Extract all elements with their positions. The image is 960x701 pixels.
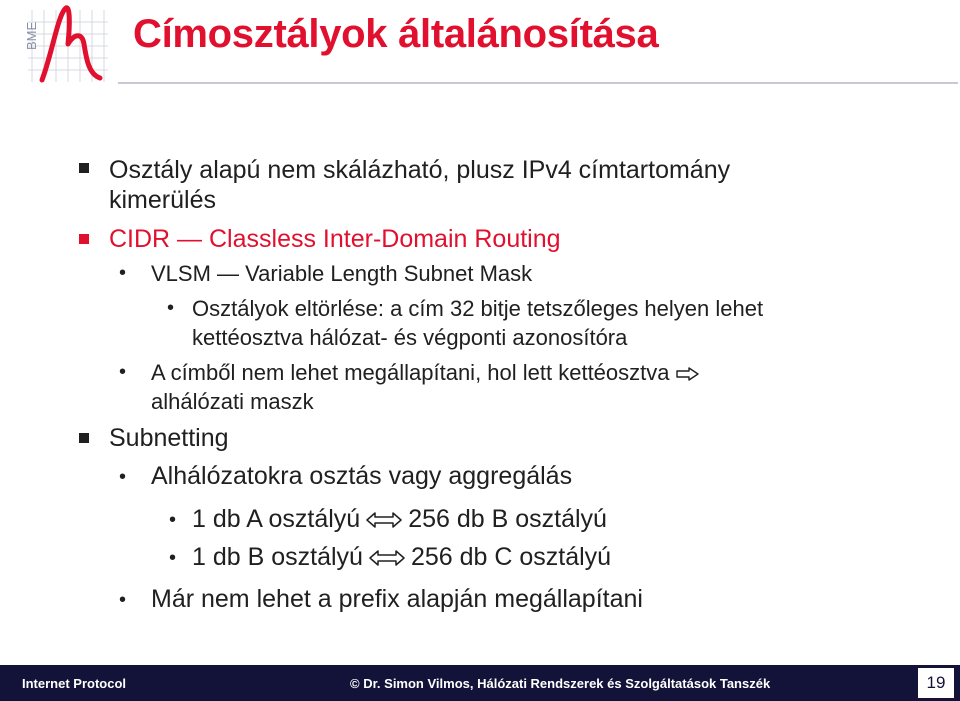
- footer-copyright: © Dr. Simon Vilmos, Hálózati Rendszerek és Szolgáltatások Tanszék: [350, 676, 771, 691]
- round-bullet: •: [119, 361, 127, 383]
- bullet-2-1-1-line-2: kettéosztva hálózat- és végponti azonosítóra: [192, 325, 628, 350]
- bullet-3-1-1-left: 1 db A osztályú: [192, 505, 361, 533]
- bullet-3-1-2: [192, 542, 611, 572]
- bullet-2-2-line-1: [151, 358, 706, 387]
- square-bullet: [79, 433, 89, 443]
- bullet-2-1-1: [192, 294, 763, 352]
- page-number: 19: [918, 668, 954, 698]
- round-bullet: •: [119, 466, 127, 488]
- bullet-2: CIDR — Classless Inter-Domain Routing: [109, 225, 561, 253]
- bullet-3: Subnetting: [109, 424, 229, 452]
- square-bullet: [79, 163, 89, 173]
- bullet-3-1: Alhálózatokra osztás vagy aggregálás: [151, 462, 573, 490]
- bullet-2-2-line-2: alhálózati maszk: [151, 389, 314, 414]
- bullet-3-1-1-right: 256 db B osztályú: [408, 505, 607, 533]
- bullet-3-1-2-left: 1 db B osztályú: [192, 543, 363, 571]
- bullet-1: [109, 155, 730, 215]
- bullet-2-1: VLSM — Variable Length Subnet Mask: [151, 261, 533, 286]
- footer-course-title: Internet Protocol: [22, 676, 127, 691]
- bullet-3-1-1: [192, 504, 607, 534]
- bullet-1-line-1: Osztály alapú nem skálázható, plusz IPv4 címtartomány: [109, 156, 731, 184]
- round-bullet: •: [169, 509, 177, 531]
- left-right-arrow-icon: [369, 549, 405, 567]
- left-right-arrow-icon: [366, 511, 402, 529]
- bullet-1-line-2: kimerülés: [109, 186, 216, 214]
- logo-text: BME: [24, 21, 39, 50]
- bullet-3-1-2-right: 256 db C osztályú: [410, 543, 612, 571]
- round-bullet: •: [119, 262, 127, 284]
- bullet-3-2: Már nem lehet a prefix alapján megállapítani: [151, 585, 643, 613]
- right-arrow-icon: [676, 367, 700, 381]
- page-title: Címosztályok általánosítása: [133, 12, 659, 56]
- bullet-2-2-text: A címből nem lehet megállapítani, hol lett kettéosztva: [151, 360, 670, 385]
- bullet-2-2: [151, 358, 706, 416]
- square-bullet: [79, 234, 89, 244]
- round-bullet: •: [119, 589, 127, 611]
- bullet-2-1-1-line-1: Osztályok eltörlése: a cím 32 bitje tetszőleges helyen lehet: [192, 296, 764, 321]
- round-bullet: •: [169, 547, 177, 569]
- round-bullet: •: [167, 297, 175, 319]
